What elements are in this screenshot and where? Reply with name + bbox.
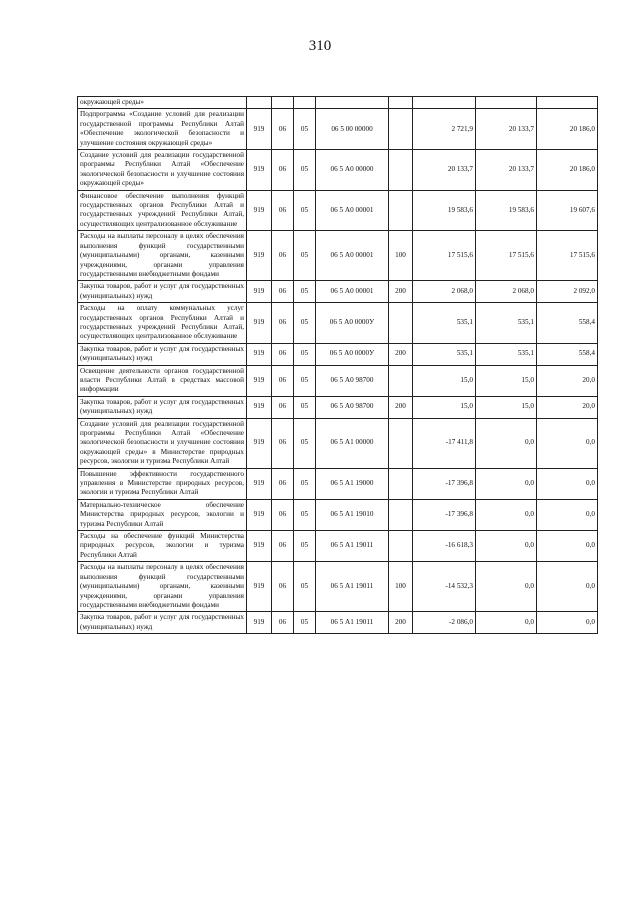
subsection-code-cell: 05 (294, 468, 316, 499)
target-article-cell: 06 5 А0 98700 (316, 365, 389, 396)
row-name-cell: Создание условий для реализации государственной программы Республики Алтай «Обеспечение экологической безопасности и улучшение состояния окружающей среды» в Министерстве природных ресурсов, экологии и туризма Республики Алтай (78, 418, 247, 468)
subsection-code-cell: 05 (294, 499, 316, 530)
amount-year-3-cell: 20,0 (537, 396, 598, 418)
target-article-cell: 06 5 А0 98700 (316, 396, 389, 418)
target-article-cell: 06 5 А0 00001 (316, 231, 389, 281)
amount-year-1-cell: 2 721,9 (413, 109, 476, 150)
amount-year-2-cell: 0,0 (476, 468, 537, 499)
expense-type-cell (389, 418, 413, 468)
target-article-cell: 06 5 А0 00001 (316, 190, 389, 231)
amount-year-3-cell: 2 092,0 (537, 281, 598, 303)
target-article-cell: 06 5 А0 00000 (316, 150, 389, 191)
expense-type-cell: 200 (389, 343, 413, 365)
amount-year-1-cell: 2 068,0 (413, 281, 476, 303)
row-name-cell: Закупка товаров, работ и услуг для государственных (муниципальных) нужд (78, 396, 247, 418)
table-row (78, 150, 598, 191)
subsection-code-cell: 05 (294, 612, 316, 634)
subsection-code-cell: 05 (294, 150, 316, 191)
amount-year-1-cell: 20 133,7 (413, 150, 476, 191)
expense-type-cell (389, 531, 413, 562)
amount-year-1-cell: -16 618,3 (413, 531, 476, 562)
amount-year-3-cell: 0,0 (537, 499, 598, 530)
amount-year-3-cell: 17 515,6 (537, 231, 598, 281)
amount-year-1-cell: -17 411,8 (413, 418, 476, 468)
table-row (78, 468, 598, 499)
amount-year-2-cell: 17 515,6 (476, 231, 537, 281)
grbs-code-cell: 919 (247, 418, 272, 468)
table-row (78, 531, 598, 562)
table-row (78, 365, 598, 396)
table-row (78, 499, 598, 530)
table-row (78, 109, 598, 150)
target-article-cell: 06 5 А0 00001 (316, 281, 389, 303)
table-row (78, 97, 598, 109)
amount-year-3-cell: 0,0 (537, 468, 598, 499)
target-article-cell: 06 5 А1 19011 (316, 562, 389, 612)
grbs-code-cell: 919 (247, 281, 272, 303)
grbs-code-cell: 919 (247, 468, 272, 499)
expense-type-cell: 200 (389, 396, 413, 418)
grbs-code-cell: 919 (247, 531, 272, 562)
section-code-cell: 06 (272, 531, 294, 562)
subsection-code-cell: 05 (294, 109, 316, 150)
row-name-cell: Повышение эффективности государственного управления в Министерстве природных ресурсов, экологии и туризма Республики Алтай (78, 468, 247, 499)
target-article-cell: 06 5 А1 19010 (316, 499, 389, 530)
subsection-code-cell: 05 (294, 343, 316, 365)
amount-year-1-cell: -2 086,0 (413, 612, 476, 634)
target-article-cell (316, 97, 389, 109)
section-code-cell: 06 (272, 109, 294, 150)
amount-year-3-cell: 20 186,0 (537, 109, 598, 150)
amount-year-2-cell: 0,0 (476, 562, 537, 612)
expense-type-cell (389, 303, 413, 344)
table-row (78, 562, 598, 612)
grbs-code-cell: 919 (247, 562, 272, 612)
subsection-code-cell: 05 (294, 231, 316, 281)
expense-type-cell (389, 468, 413, 499)
amount-year-3-cell (537, 97, 598, 109)
amount-year-2-cell: 20 133,7 (476, 109, 537, 150)
subsection-code-cell: 05 (294, 190, 316, 231)
row-name-cell: Материально-техническое обеспечение Министерства природных ресурсов, экологии и туризма Республики Алтай (78, 499, 247, 530)
subsection-code-cell: 05 (294, 418, 316, 468)
amount-year-1-cell: 19 583,6 (413, 190, 476, 231)
amount-year-1-cell: -17 396,8 (413, 468, 476, 499)
expense-type-cell: 200 (389, 281, 413, 303)
table-row (78, 343, 598, 365)
grbs-code-cell: 919 (247, 612, 272, 634)
section-code-cell: 06 (272, 150, 294, 191)
amount-year-3-cell: 20,0 (537, 365, 598, 396)
amount-year-2-cell: 535,1 (476, 303, 537, 344)
expense-type-cell (389, 150, 413, 191)
expense-type-cell (389, 109, 413, 150)
subsection-code-cell: 05 (294, 365, 316, 396)
amount-year-1-cell: 17 515,6 (413, 231, 476, 281)
amount-year-2-cell: 19 583,6 (476, 190, 537, 231)
table-row (78, 396, 598, 418)
subsection-code-cell (294, 97, 316, 109)
amount-year-3-cell: 0,0 (537, 562, 598, 612)
grbs-code-cell: 919 (247, 150, 272, 191)
budget-table (77, 96, 598, 634)
amount-year-1-cell: 535,1 (413, 343, 476, 365)
section-code-cell: 06 (272, 190, 294, 231)
target-article-cell: 06 5 А0 0000У (316, 343, 389, 365)
table-row (78, 418, 598, 468)
row-name-cell: Расходы на выплаты персоналу в целях обеспечения выполнения функций государственными (муниципальными) органами, казенными учреждениями, органами управления государственными внебюджетными фондами (78, 562, 247, 612)
amount-year-1-cell: -14 532,3 (413, 562, 476, 612)
section-code-cell: 06 (272, 343, 294, 365)
section-code-cell: 06 (272, 612, 294, 634)
section-code-cell: 06 (272, 468, 294, 499)
expense-type-cell: 200 (389, 612, 413, 634)
row-name-cell: Освещение деятельности органов государственной власти Республики Алтай в средствах массовой информации (78, 365, 247, 396)
table-row (78, 612, 598, 634)
amount-year-2-cell (476, 97, 537, 109)
grbs-code-cell: 919 (247, 343, 272, 365)
table-row (78, 231, 598, 281)
amount-year-1-cell: 535,1 (413, 303, 476, 344)
grbs-code-cell: 919 (247, 499, 272, 530)
amount-year-3-cell: 20 186,0 (537, 150, 598, 191)
section-code-cell: 06 (272, 231, 294, 281)
subsection-code-cell: 05 (294, 531, 316, 562)
grbs-code-cell: 919 (247, 396, 272, 418)
table-row (78, 190, 598, 231)
table-row (78, 281, 598, 303)
amount-year-1-cell (413, 97, 476, 109)
table-row (78, 303, 598, 344)
grbs-code-cell: 919 (247, 109, 272, 150)
target-article-cell: 06 5 А1 00000 (316, 418, 389, 468)
section-code-cell: 06 (272, 365, 294, 396)
section-code-cell: 06 (272, 281, 294, 303)
target-article-cell: 06 5 А0 0000У (316, 303, 389, 344)
row-name-cell: Расходы на выплаты персоналу в целях обеспечения выполнения функций государственными (муниципальными) органами, казенными учреждениями, органами управления государственными внебюджетными фондами (78, 231, 247, 281)
grbs-code-cell (247, 97, 272, 109)
amount-year-2-cell: 20 133,7 (476, 150, 537, 191)
amount-year-2-cell: 0,0 (476, 612, 537, 634)
row-name-cell: Финансовое обеспечение выполнения функций государственных органов Республики Алтай и государственных учреждений Республики Алтай, осуществляющих централизованное обслуживание (78, 190, 247, 231)
expense-type-cell: 100 (389, 562, 413, 612)
section-code-cell: 06 (272, 396, 294, 418)
amount-year-3-cell: 558,4 (537, 303, 598, 344)
target-article-cell: 06 5 00 00000 (316, 109, 389, 150)
grbs-code-cell: 919 (247, 303, 272, 344)
row-name-cell: окружающей среды» (78, 97, 247, 109)
amount-year-3-cell: 0,0 (537, 531, 598, 562)
amount-year-1-cell: 15,0 (413, 396, 476, 418)
expense-type-cell (389, 97, 413, 109)
target-article-cell: 06 5 А1 19011 (316, 531, 389, 562)
row-name-cell: Создание условий для реализации государственной программы Республики Алтай «Обеспечение экологической безопасности и улучшение состояния окружающей среды» (78, 150, 247, 191)
expense-type-cell (389, 365, 413, 396)
amount-year-2-cell: 0,0 (476, 531, 537, 562)
table-body (78, 97, 598, 634)
section-code-cell: 06 (272, 303, 294, 344)
expense-type-cell: 100 (389, 231, 413, 281)
row-name-cell: Закупка товаров, работ и услуг для государственных (муниципальных) нужд (78, 281, 247, 303)
section-code-cell: 06 (272, 418, 294, 468)
subsection-code-cell: 05 (294, 281, 316, 303)
amount-year-2-cell: 15,0 (476, 365, 537, 396)
amount-year-1-cell: -17 396,8 (413, 499, 476, 530)
amount-year-3-cell: 0,0 (537, 612, 598, 634)
subsection-code-cell: 05 (294, 562, 316, 612)
amount-year-1-cell: 15,0 (413, 365, 476, 396)
expense-type-cell (389, 190, 413, 231)
grbs-code-cell: 919 (247, 190, 272, 231)
target-article-cell: 06 5 А1 19011 (316, 612, 389, 634)
row-name-cell: Расходы на оплату коммунальных услуг государственных органов Республики Алтай и государственных учреждений Республики Алтай, осуществляющих централизованное обслуживание (78, 303, 247, 344)
row-name-cell: Закупка товаров, работ и услуг для государственных (муниципальных) нужд (78, 343, 247, 365)
amount-year-2-cell: 15,0 (476, 396, 537, 418)
section-code-cell (272, 97, 294, 109)
grbs-code-cell: 919 (247, 231, 272, 281)
page-number: 310 (308, 38, 332, 54)
subsection-code-cell: 05 (294, 303, 316, 344)
grbs-code-cell: 919 (247, 365, 272, 396)
amount-year-2-cell: 0,0 (476, 418, 537, 468)
amount-year-2-cell: 0,0 (476, 499, 537, 530)
row-name-cell: Подпрограмма «Создание условий для реализации государственной программы Республики Алтай «Обеспечение экологической безопасности и улучшение состояния окружающей среды» (78, 109, 247, 150)
amount-year-2-cell: 2 068,0 (476, 281, 537, 303)
amount-year-3-cell: 0,0 (537, 418, 598, 468)
section-code-cell: 06 (272, 499, 294, 530)
amount-year-2-cell: 535,1 (476, 343, 537, 365)
amount-year-3-cell: 19 607,6 (537, 190, 598, 231)
target-article-cell: 06 5 А1 19000 (316, 468, 389, 499)
row-name-cell: Закупка товаров, работ и услуг для государственных (муниципальных) нужд (78, 612, 247, 634)
row-name-cell: Расходы на обеспечение функций Министерства природных ресурсов, экологии и туризма Республики Алтай (78, 531, 247, 562)
amount-year-3-cell: 558,4 (537, 343, 598, 365)
expense-type-cell (389, 499, 413, 530)
subsection-code-cell: 05 (294, 396, 316, 418)
section-code-cell: 06 (272, 562, 294, 612)
